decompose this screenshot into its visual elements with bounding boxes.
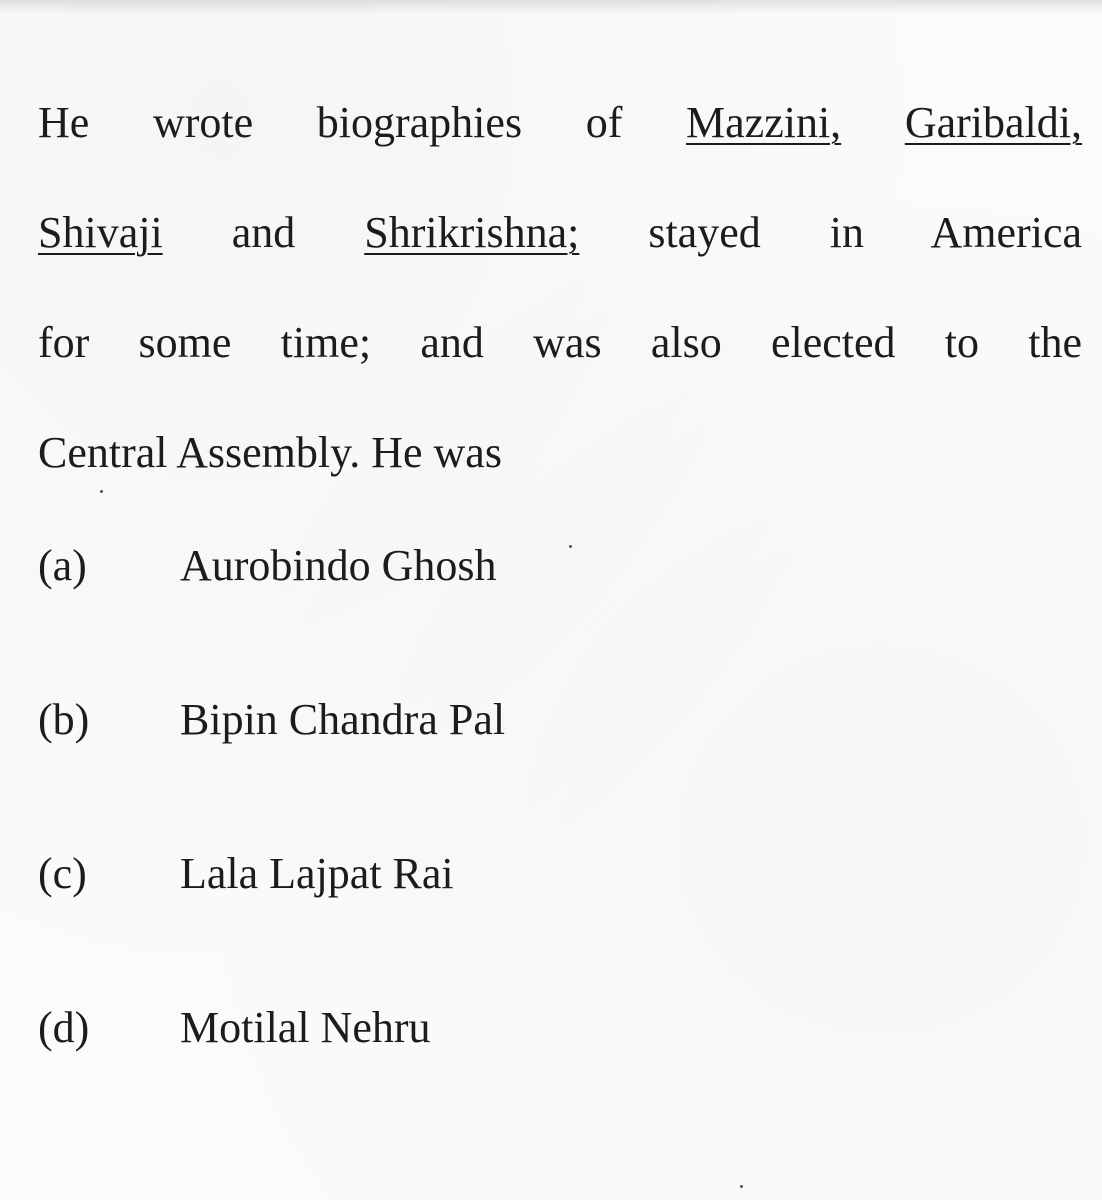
question-line-3: for some time; and was also elected to the bbox=[38, 318, 1082, 367]
question-text bbox=[38, 68, 1082, 508]
underlined-name-mazzini: Mazzini, bbox=[686, 98, 842, 147]
option-b[interactable] bbox=[38, 694, 938, 848]
option-text: Motilal Nehru bbox=[180, 1003, 431, 1052]
question-continuation: stayed in America bbox=[579, 208, 1082, 257]
question-intro: He wrote biographies of bbox=[38, 98, 687, 147]
scan-shadow bbox=[0, 0, 1102, 14]
option-letter: (c) bbox=[38, 849, 87, 898]
underlined-name-garibaldi: Garibaldi, bbox=[904, 98, 1083, 147]
answer-options bbox=[38, 540, 938, 1156]
scan-speck bbox=[740, 1185, 743, 1188]
question-line-4: Central Assembly. He was bbox=[38, 428, 502, 477]
option-letter: (a) bbox=[38, 541, 87, 590]
option-letter: (d) bbox=[38, 1003, 90, 1052]
underlined-name-shrikrishna: Shrikrishna; bbox=[364, 208, 580, 257]
scan-speck bbox=[569, 545, 572, 548]
scan-speck bbox=[100, 490, 103, 493]
option-c[interactable] bbox=[38, 848, 938, 1002]
question-line-2 bbox=[38, 178, 1082, 288]
question-line-1 bbox=[38, 68, 1082, 178]
option-text: Bipin Chandra Pal bbox=[180, 695, 506, 744]
option-letter: (b) bbox=[38, 695, 90, 744]
underlined-name-shivaji: Shivaji bbox=[38, 208, 163, 257]
option-a[interactable] bbox=[38, 540, 938, 694]
option-text: Aurobindo Ghosh bbox=[180, 541, 497, 590]
question-connector: and bbox=[162, 208, 365, 257]
option-text: Lala Lajpat Rai bbox=[180, 849, 454, 898]
option-d[interactable] bbox=[38, 1002, 938, 1156]
